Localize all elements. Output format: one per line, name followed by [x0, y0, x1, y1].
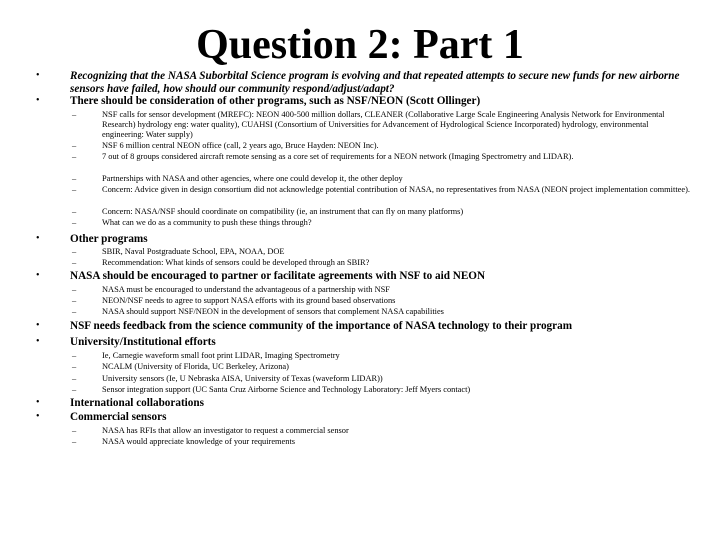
dash: – [72, 426, 77, 435]
section-heading-commercial [38, 411, 688, 424]
list-item [72, 218, 690, 228]
list-item [72, 307, 690, 317]
dash: – [72, 185, 77, 194]
list-item [72, 426, 690, 436]
bullet: • [36, 233, 40, 244]
section-heading-text: University/Institutional efforts [70, 336, 216, 348]
dash: – [72, 351, 77, 360]
section-heading-text: NSF needs feedback from the science community of the importance of NASA technology to their program [70, 320, 573, 332]
list-item-text: What can we do as a community to push these things through? [102, 218, 312, 227]
intro-text: Recognizing that the NASA Suborbital Science program is evolving and that repeated attempts to secure new funds for new airborne sensors have failed, how should our community respond/adjust/adapt? [70, 70, 680, 95]
list-item [72, 437, 690, 447]
list-item-text: Concern: Advice given in design consortium did not acknowledge potential contribution of NASA, no representatives from NASA (NEON project implementation committee). [102, 185, 690, 194]
list-item-text: University sensors (Ie, U Nebraska AISA, University of Texas (waveform LIDAR)) [102, 374, 383, 383]
list-item-text: Sensor integration support (UC Santa Cruz Airborne Science and Technology Laboratory: Jeff Myers contact) [102, 385, 471, 394]
list-item [72, 174, 690, 184]
list-item-text: NEON/NSF needs to agree to support NASA efforts with its ground based observations [102, 296, 396, 305]
list-item [72, 152, 690, 162]
section-heading-international [38, 397, 688, 410]
list-item [72, 351, 690, 361]
dash: – [72, 207, 77, 216]
list-item-text: SBIR, Naval Postgraduate School, EPA, NOAA, DOE [102, 247, 285, 256]
dash: – [72, 247, 77, 256]
dash: – [72, 385, 77, 394]
list-item [72, 110, 690, 140]
list-item-text: Concern: NASA/NSF should coordinate on compatibility (ie, an instrument that can fly on many platforms) [102, 207, 464, 216]
list-item-text: NSF 6 million central NEON office (call, 2 years ago, Bruce Hayden: NEON Inc). [102, 141, 379, 150]
list-item-text: NCALM (University of Florida, UC Berkeley, Arizona) [102, 362, 289, 371]
slide-title: Question 2: Part 1 [196, 22, 524, 68]
list-item [72, 385, 690, 395]
section-heading-nsf-feedback [38, 320, 688, 333]
list-item-text: Ie, Carnegie waveform small foot print LIDAR, Imaging Spectrometry [102, 351, 340, 360]
bullet: • [36, 336, 40, 347]
section-heading-university [38, 336, 688, 349]
dash: – [72, 174, 77, 183]
bullet: • [36, 270, 40, 281]
list-item-text: Partnerships with NASA and other agencies, where one could develop it, the other deploy [102, 174, 403, 183]
list-item [72, 285, 690, 295]
bullet: • [36, 320, 40, 331]
list-item-text: NASA has RFIs that allow an investigator to request a commercial sensor [102, 426, 349, 435]
intro-question [38, 70, 688, 95]
dash: – [72, 307, 77, 316]
list-item [72, 258, 690, 268]
section-heading-text: There should be consideration of other programs, such as NSF/NEON (Scott Ollinger) [70, 95, 481, 107]
list-item [72, 374, 690, 384]
section-heading-other-programs [38, 233, 688, 246]
list-item [72, 207, 690, 217]
bullet: • [36, 70, 40, 81]
list-item [72, 185, 690, 195]
list-item [72, 296, 690, 306]
bullet: • [36, 397, 40, 408]
list-item [72, 247, 690, 257]
bullet: • [36, 411, 40, 422]
section-heading-text: Other programs [70, 233, 148, 245]
dash: – [72, 437, 77, 446]
dash: – [72, 258, 77, 267]
list-item-text: 7 out of 8 groups considered aircraft remote sensing as a core set of requirements for a NEON network (Imaging Spectrometry and LIDAR). [102, 152, 574, 161]
dash: – [72, 218, 77, 227]
dash: – [72, 362, 77, 371]
section-heading-other-programs-nsf [38, 95, 688, 108]
dash: – [72, 110, 77, 119]
section-heading-text: NASA should be encouraged to partner or facilitate agreements with NSF to aid NEON [70, 270, 486, 282]
list-item-text: NASA would appreciate knowledge of your requirements [102, 437, 296, 446]
dash: – [72, 152, 77, 161]
list-item-text: NSF calls for sensor development (MREFC): NEON 400-500 million dollars, CLEANER (Collaborative Large Scale Engineering Analysis Network for Environmental Research) hydrology eng: water quality), CUAHSI (Consortium of Universities for Advancement of Hydrological Science Incorporated) hydrology, environmental engineering: Water supply) [102, 110, 665, 139]
list-item-text: NASA should support NSF/NEON in the development of sensors that complement NASA capabilities [102, 307, 444, 316]
section-heading-nasa-partner [38, 270, 688, 283]
dash: – [72, 296, 77, 305]
dash: – [72, 374, 77, 383]
list-item [72, 362, 690, 372]
dash: – [72, 141, 77, 150]
section-heading-text: International collaborations [70, 397, 204, 409]
list-item-text: NASA must be encouraged to understand the advantageous of a partnership with NSF [102, 285, 390, 294]
dash: – [72, 285, 77, 294]
list-item-text: Recommendation: What kinds of sensors could be developed through an SBIR? [102, 258, 370, 267]
section-heading-text: Commercial sensors [70, 411, 167, 423]
bullet: • [36, 95, 40, 106]
list-item [72, 141, 690, 151]
